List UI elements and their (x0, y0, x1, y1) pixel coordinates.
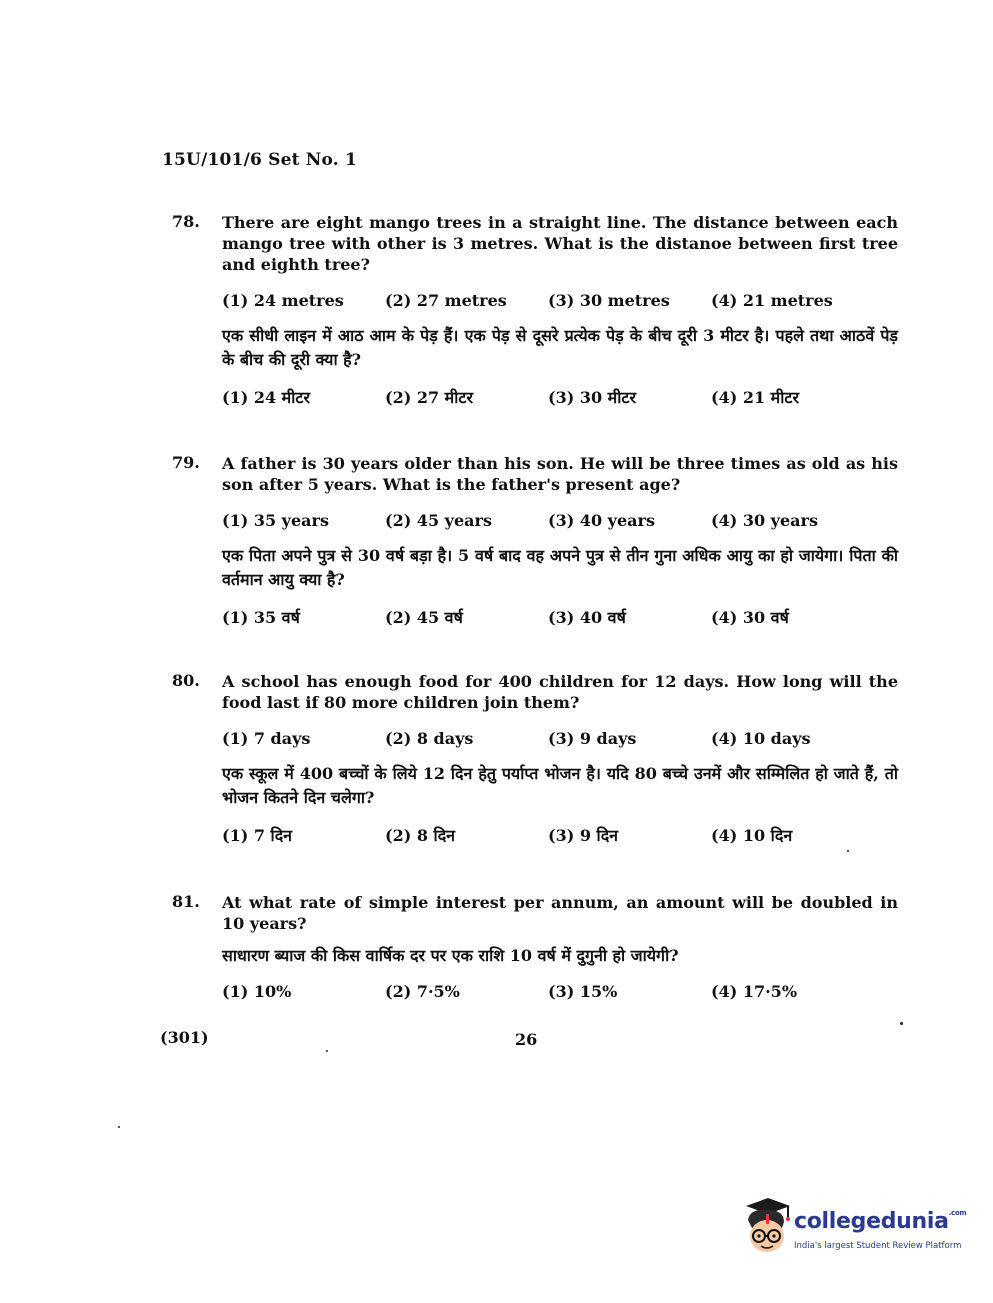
question-number: 78. (172, 212, 200, 231)
question-number: 81. (172, 892, 200, 911)
option-2: (2) 27 metres (385, 291, 507, 310)
option-4-hindi: (4) 10 दिन (711, 826, 793, 845)
question-text-hindi: एक सीधी लाइन में आठ आम के पेड़ हैं। एक पेड़ से दूसरे प्रत्येक पेड़ के बीच दूरी 3 मीटर है। पहले तथा आठवें पेड़ के बीच की दूरी क्या है? (222, 326, 898, 369)
option-3: (3) 40 years (548, 511, 655, 530)
options-hindi (222, 824, 898, 846)
option-2: (2) 45 years (385, 511, 492, 530)
option-2-hindi: (2) 27 मीटर (385, 388, 473, 407)
page-number: 26 (515, 1030, 538, 1049)
brand-text: collegedunia (794, 1209, 949, 1234)
question-79 (172, 453, 898, 628)
option-2: (2) 7·5% (385, 982, 460, 1001)
option-2: (2) 8 days (385, 729, 474, 748)
option-1: (1) 35 years (222, 511, 329, 530)
question-number: 80. (172, 671, 200, 690)
options-english (222, 511, 898, 530)
scan-speck (118, 1126, 120, 1128)
question-text-hindi: एक पिता अपने पुत्र से 30 वर्ष बड़ा है। 5 वर्ष बाद वह अपने पुत्र से तीन गुना अधिक आयु का हो जायेगा। पिता की वर्तमान आयु क्या है? (222, 546, 898, 589)
options-english (222, 729, 898, 748)
option-1-hindi: (1) 7 दिन (222, 826, 293, 845)
brand-name (794, 1209, 966, 1234)
question-number: 79. (172, 453, 200, 472)
option-2-hindi: (2) 8 दिन (385, 826, 456, 845)
options-english (222, 291, 898, 310)
option-1-hindi: (1) 24 मीटर (222, 388, 310, 407)
option-3-hindi: (3) 30 मीटर (548, 388, 636, 407)
question-78 (172, 212, 898, 408)
student-mascot-icon (738, 1196, 794, 1258)
option-1-hindi: (1) 35 वर्ष (222, 608, 300, 627)
question-80 (172, 671, 898, 846)
option-1: (1) 24 metres (222, 291, 344, 310)
option-1: (1) 7 days (222, 729, 311, 748)
scan-speck (847, 850, 849, 852)
option-4: (4) 17·5% (711, 982, 798, 1001)
question-81 (172, 892, 898, 1001)
option-3: (3) 9 days (548, 729, 637, 748)
option-4-hindi: (4) 30 वर्ष (711, 608, 789, 627)
question-text-hindi: साधारण ब्याज की किस वार्षिक दर पर एक राशि 10 वर्ष में दुगुनी हो जायेगी? (222, 946, 679, 965)
option-3-hindi: (3) 40 वर्ष (548, 608, 626, 627)
question-text: A school has enough food for 400 children for 12 days. How long will the food last if 80 more children join them? (222, 672, 898, 712)
question-text: At what rate of simple interest per annum, an amount will be doubled in 10 years? (222, 893, 898, 933)
options-hindi (222, 386, 898, 408)
option-3: (3) 15% (548, 982, 618, 1001)
footer-code: (301) (160, 1028, 209, 1047)
option-3: (3) 30 metres (548, 291, 670, 310)
option-4: (4) 10 days (711, 729, 811, 748)
options-english (222, 982, 898, 1001)
scan-speck (326, 1050, 328, 1052)
scan-speck (900, 1022, 903, 1025)
option-4: (4) 21 metres (711, 291, 833, 310)
question-text-hindi: एक स्कूल में 400 बच्चों के लिये 12 दिन हेतु पर्याप्त भोजन है। यदि 80 बच्चे उनमें और सम्मिलित हो जाते हैं, तो भोजन कितने दिन चलेगा? (222, 764, 898, 807)
option-3-hindi: (3) 9 दिन (548, 826, 619, 845)
collegedunia-watermark (738, 1196, 967, 1266)
option-4: (4) 30 years (711, 511, 818, 530)
options-hindi (222, 606, 898, 628)
option-4-hindi: (4) 21 मीटर (711, 388, 799, 407)
brand-domain-suffix: .com (948, 1209, 967, 1217)
header-code: 15U/101/6 Set No. 1 (162, 150, 358, 170)
question-text: There are eight mango trees in a straight line. The distance between each mango tree with other is 3 metres. What is the distanoe between first tree and eighth tree? (222, 213, 898, 274)
question-text: A father is 30 years older than his son. He will be three times as old as his son after 5 years. What is the father's present age? (222, 454, 898, 494)
option-1: (1) 10% (222, 982, 292, 1001)
brand-tagline: India's largest Student Review Platform (794, 1241, 962, 1251)
option-2-hindi: (2) 45 वर्ष (385, 608, 463, 627)
